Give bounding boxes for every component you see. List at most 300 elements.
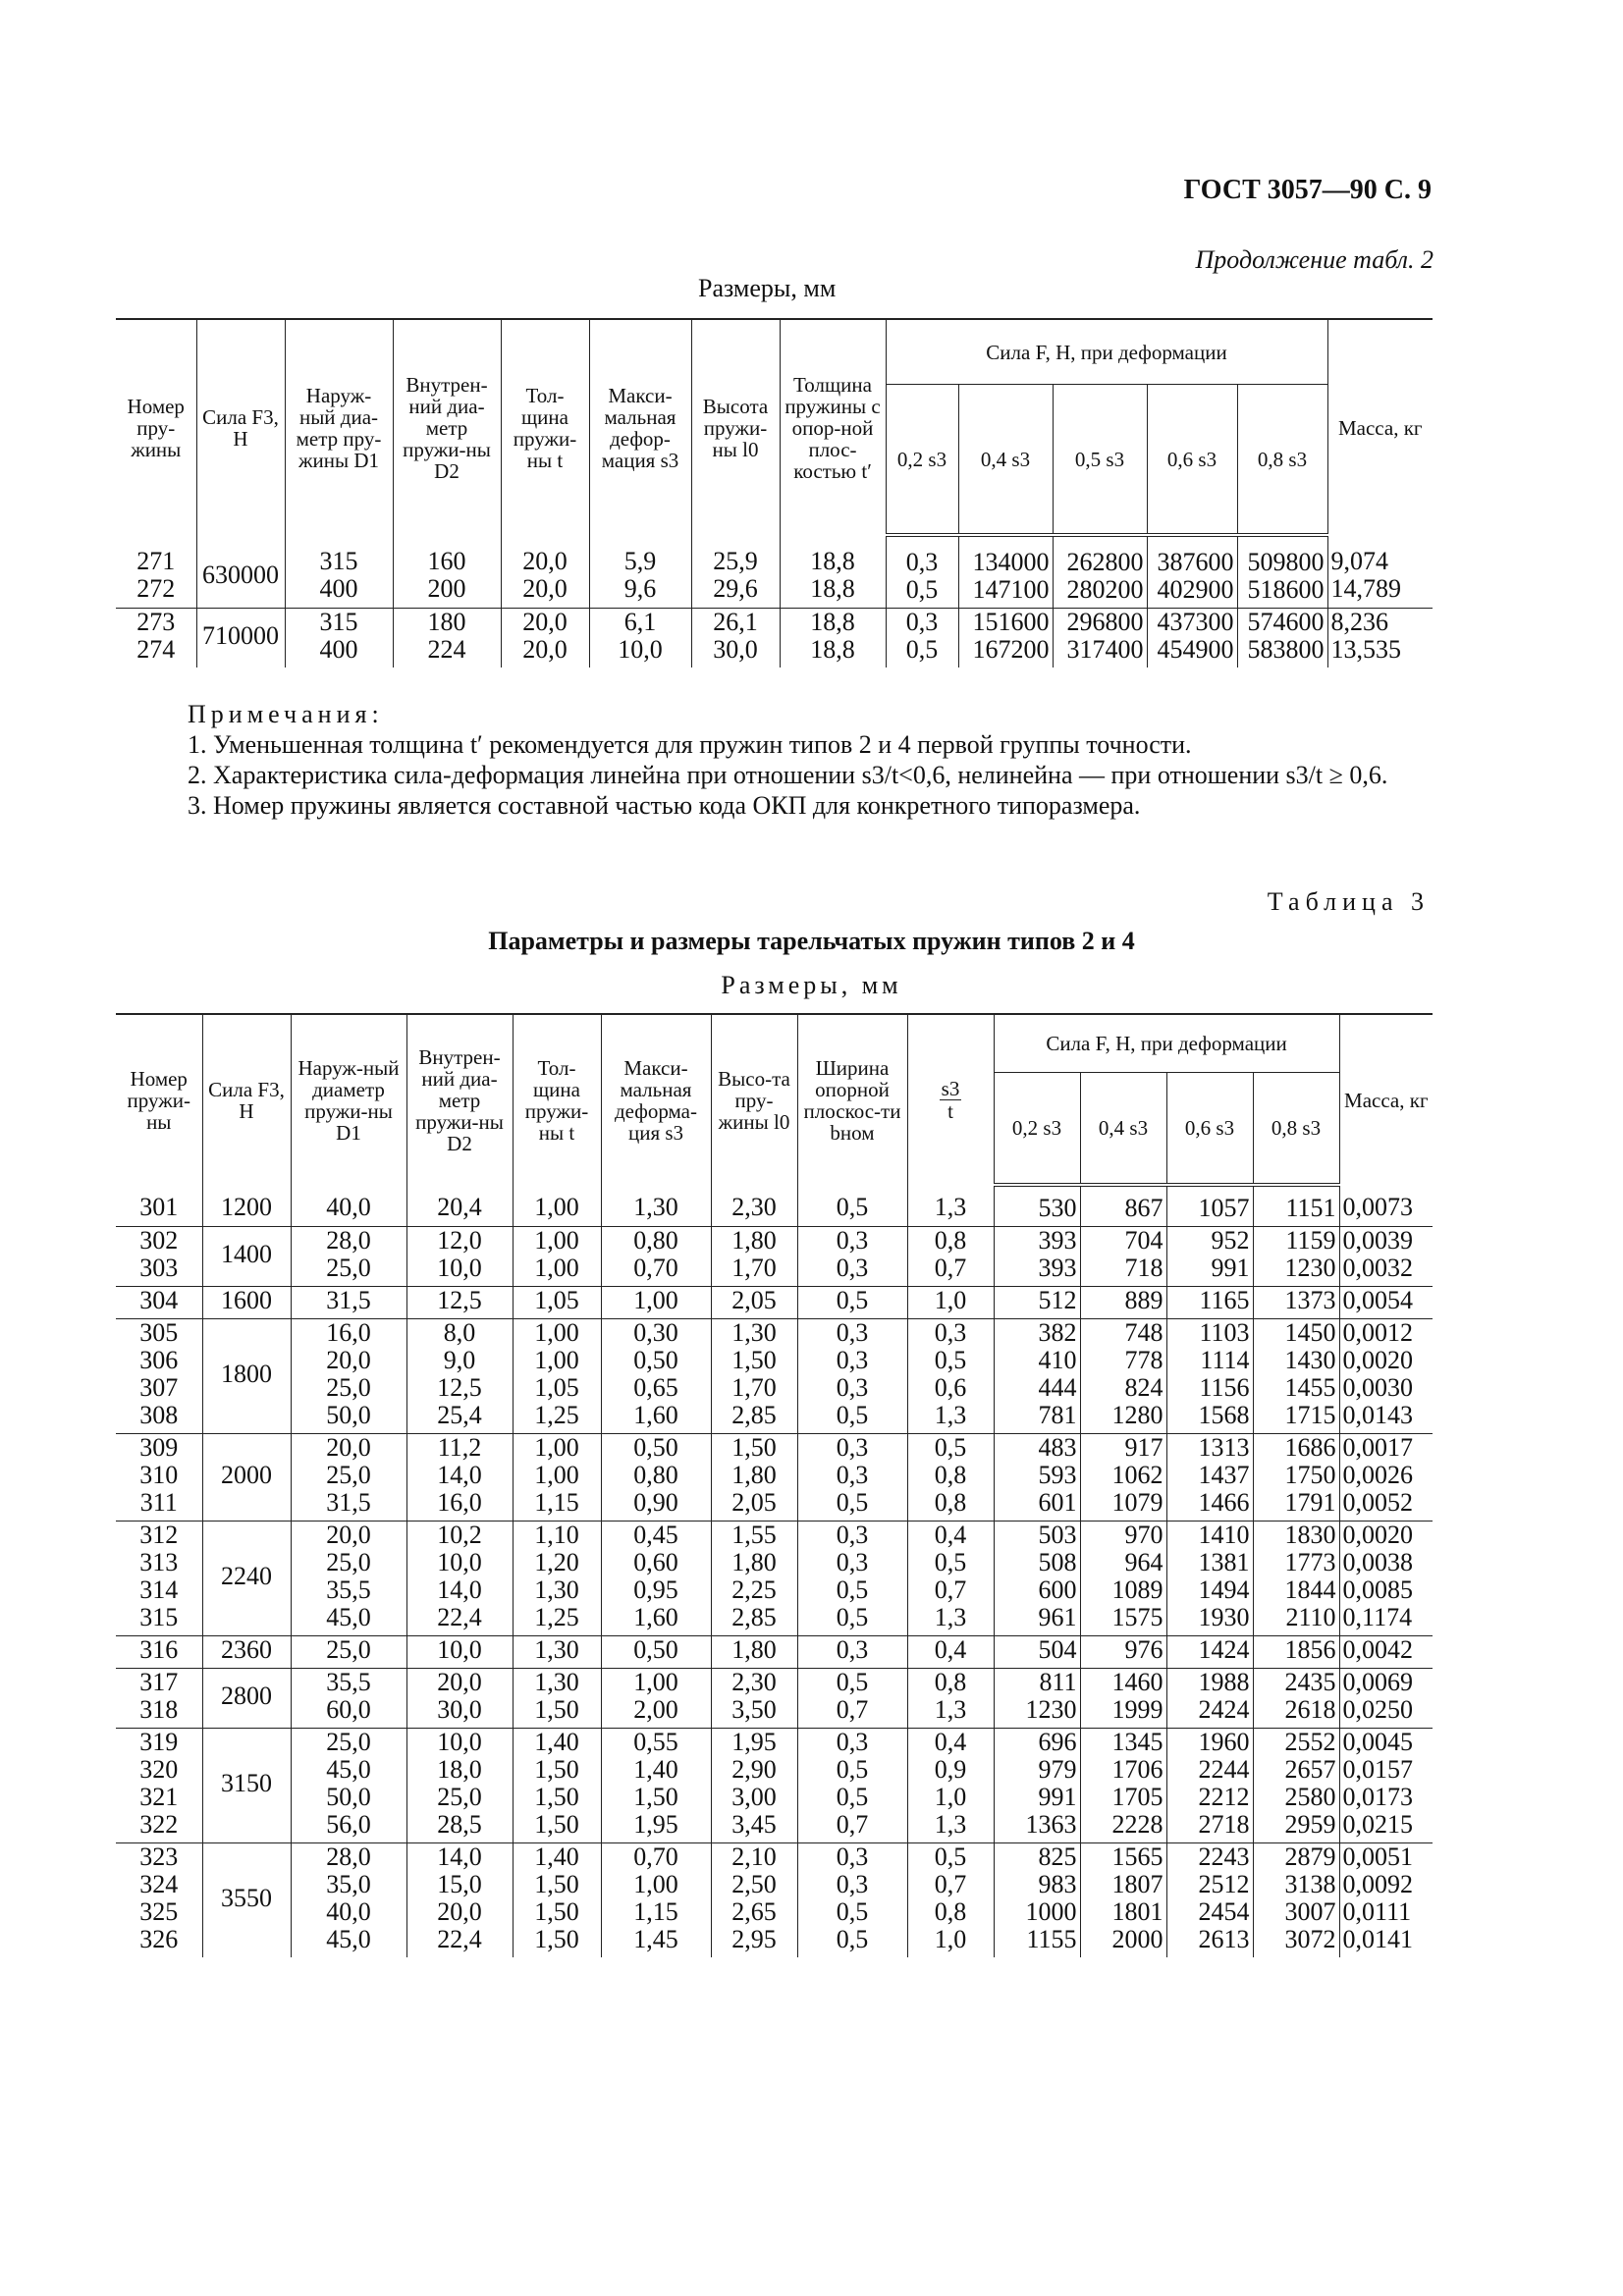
col-f06: 0,6 s3 [1147, 385, 1237, 536]
cell-value: 18,0 [437, 1755, 482, 1784]
cell-value: 0,0173 [1342, 1783, 1414, 1811]
cell-value: 0,70 [633, 1254, 678, 1282]
cell-value: 0,0042 [1342, 1635, 1414, 1664]
t3-cell [291, 1434, 406, 1522]
cell-value: 1807 [1111, 1870, 1163, 1898]
cell-value: 16,0 [437, 1488, 482, 1517]
cell-value: 1,3 [934, 1810, 967, 1839]
cell-value: 1,00 [534, 1433, 579, 1462]
ratio-numerator: s3 [941, 1077, 960, 1100]
t3-cell [116, 1185, 202, 1227]
cell-value: 2879 [1284, 1842, 1336, 1871]
cell-value: 326 [139, 1925, 179, 1953]
cell-value: 1,15 [633, 1897, 678, 1926]
t3-cell [406, 1843, 513, 1958]
cell-value: 40,0 [326, 1897, 371, 1926]
cell-value: 0,3 [836, 1635, 869, 1664]
notes-title: Примечания: [188, 700, 384, 728]
t3-cell [797, 1669, 907, 1729]
cell-value: 2618 [1284, 1695, 1336, 1724]
cell-value: 1750 [1284, 1461, 1336, 1489]
cell-value: 0,45 [633, 1521, 678, 1549]
cell-value: 1230 [1284, 1254, 1336, 1282]
table3-title: Параметры и размеры тарельчатых пружин типов 2 и 4 [488, 927, 1135, 955]
cell-value: 2243 [1198, 1842, 1250, 1871]
cell-value: 2,85 [731, 1401, 777, 1429]
cell-value: 2512 [1198, 1870, 1250, 1898]
t3-col-f08: 0,8 s3 [1253, 1073, 1339, 1186]
cell-value: 224 [427, 635, 466, 664]
cell-value: 1856 [1284, 1635, 1336, 1664]
cell-value: 0,8 [934, 1668, 967, 1696]
t3-cell [1339, 1522, 1433, 1636]
t2-cell [501, 609, 589, 668]
cell-value: 512 [1038, 1286, 1077, 1314]
cell-value: 28,5 [437, 1810, 482, 1839]
cell-value: 1,30 [534, 1635, 579, 1664]
cell-value: 400 [319, 574, 358, 603]
cell-value: 964 [1124, 1548, 1163, 1576]
t2-cell [780, 609, 886, 668]
table-row [116, 1729, 1433, 1843]
cell-value: 1,00 [633, 1870, 678, 1898]
cell-value: 25,0 [437, 1783, 482, 1811]
t2-cell [958, 535, 1053, 609]
cell-value: 301 [139, 1193, 179, 1221]
t3-force-cell: 3550 [202, 1843, 291, 1958]
cell-value: 600 [1038, 1575, 1077, 1604]
cell-value: 13,535 [1330, 635, 1401, 664]
cell-value: 1,60 [633, 1603, 678, 1631]
t3-cell [1253, 1434, 1339, 1522]
cell-value: 0,80 [633, 1461, 678, 1489]
t3-cell [1253, 1843, 1339, 1958]
cell-value: 0,4 [934, 1728, 967, 1756]
t3-cell [907, 1287, 994, 1319]
t3-cell [1166, 1843, 1253, 1958]
cell-value: 454900 [1157, 635, 1234, 664]
t3-cell [1253, 1636, 1339, 1669]
t3-cell [907, 1185, 994, 1227]
t3-cell [994, 1636, 1080, 1669]
cell-value: 2,90 [731, 1755, 777, 1784]
cell-value: 35,0 [326, 1870, 371, 1898]
cell-value: 402900 [1157, 575, 1234, 604]
t3-cell [116, 1843, 202, 1958]
t3-cell [711, 1636, 797, 1669]
t3-cell [1253, 1669, 1339, 1729]
cell-value: 1,3 [934, 1603, 967, 1631]
col-f02: 0,2 s3 [886, 385, 958, 536]
t3-cell [1253, 1729, 1339, 1843]
cell-value: 1,30 [534, 1575, 579, 1604]
t2-cell [780, 535, 886, 609]
cell-value: 325 [139, 1897, 179, 1926]
t3-cell [601, 1227, 711, 1287]
cell-value: 3072 [1284, 1925, 1336, 1953]
t3-col-d2: Внутрен-ний диа-метр пружи-ны D2 [406, 1014, 513, 1185]
cell-value: 3,00 [731, 1783, 777, 1811]
cell-value: 0,0143 [1342, 1401, 1414, 1429]
t3-force-cell: 2800 [202, 1669, 291, 1729]
cell-value: 160 [427, 547, 466, 575]
t3-cell [711, 1185, 797, 1227]
cell-value: 1062 [1111, 1461, 1163, 1489]
cell-value: 0,0085 [1342, 1575, 1414, 1604]
cell-value: 304 [139, 1286, 179, 1314]
t3-cell [1166, 1669, 1253, 1729]
t2-cell [285, 609, 393, 668]
t3-cell [1253, 1319, 1339, 1434]
t3-cell [1253, 1185, 1339, 1227]
cell-value: 0,80 [633, 1226, 678, 1255]
t3-cell [116, 1669, 202, 1729]
t3-cell [1080, 1434, 1166, 1522]
t3-cell [291, 1636, 406, 1669]
t3-cell [711, 1319, 797, 1434]
cell-value: 917 [1124, 1433, 1163, 1462]
cell-value: 1568 [1198, 1401, 1250, 1429]
t2-cell [589, 609, 691, 668]
cell-value: 1,00 [534, 1254, 579, 1282]
cell-value: 983 [1038, 1870, 1077, 1898]
cell-value: 0,7 [934, 1575, 967, 1604]
cell-value: 530 [1038, 1194, 1077, 1222]
t3-cell [601, 1636, 711, 1669]
t3-cell [116, 1636, 202, 1669]
cell-value: 0,3 [836, 1870, 869, 1898]
cell-value: 1437 [1198, 1461, 1250, 1489]
cell-value: 1999 [1111, 1695, 1163, 1724]
cell-value: 0,30 [633, 1318, 678, 1347]
cell-value: 20,0 [522, 608, 568, 636]
cell-value: 45,0 [326, 1755, 371, 1784]
t3-cell [601, 1669, 711, 1729]
cell-value: 0,3 [905, 548, 939, 576]
t3-cell [406, 1729, 513, 1843]
t3-cell [116, 1522, 202, 1636]
cell-value: 1230 [1025, 1695, 1077, 1724]
cell-value: 45,0 [326, 1603, 371, 1631]
t3-cell [1339, 1434, 1433, 1522]
cell-value: 0,0026 [1342, 1461, 1414, 1489]
cell-value: 25,0 [326, 1728, 371, 1756]
cell-value: 2244 [1198, 1755, 1250, 1784]
cell-value: 2,65 [731, 1897, 777, 1926]
table-row [116, 1434, 1433, 1522]
t2-cell [501, 535, 589, 609]
cell-value: 0,5 [836, 1575, 869, 1604]
cell-value: 314 [139, 1575, 179, 1604]
cell-value: 2959 [1284, 1810, 1336, 1839]
t3-col-force-group: Сила F, Н, при деформации [994, 1014, 1339, 1073]
cell-value: 9,074 [1330, 547, 1388, 575]
cell-value: 303 [139, 1254, 179, 1282]
cell-value: 1,50 [534, 1897, 579, 1926]
cell-value: 18,8 [810, 608, 855, 636]
cell-value: 1,50 [731, 1433, 777, 1462]
cell-value: 0,0141 [1342, 1925, 1414, 1953]
cell-value: 2,05 [731, 1286, 777, 1314]
cell-value: 824 [1124, 1373, 1163, 1402]
cell-value: 0,3 [836, 1226, 869, 1255]
cell-value: 15,0 [437, 1870, 482, 1898]
cell-value: 1,95 [731, 1728, 777, 1756]
page-header-code: ГОСТ 3057—90 С. 9 [1183, 175, 1432, 205]
cell-value: 9,0 [443, 1346, 476, 1374]
cell-value: 1155 [1026, 1925, 1077, 1953]
t3-cell [513, 1843, 601, 1958]
cell-value: 0,5 [934, 1433, 967, 1462]
cell-value: 400 [319, 635, 358, 664]
table-row [116, 1185, 1433, 1227]
cell-value: 6,1 [623, 608, 657, 636]
t3-cell [1253, 1227, 1339, 1287]
t3-cell [1339, 1227, 1433, 1287]
cell-value: 508 [1038, 1548, 1077, 1576]
cell-value: 321 [139, 1783, 179, 1811]
cell-value: 1,50 [534, 1695, 579, 1724]
cell-value: 382 [1038, 1318, 1077, 1347]
note-3: 3. Номер пружины является составной частью кода ОКП для конкретного типоразмера. [188, 791, 1141, 820]
col-mass: Масса, кг [1327, 319, 1433, 535]
cell-value: 151600 [972, 608, 1050, 636]
cell-value: 22,4 [437, 1603, 482, 1631]
t3-cell [1339, 1287, 1433, 1319]
cell-value: 2,30 [731, 1668, 777, 1696]
cell-value: 29,6 [713, 574, 758, 603]
table3-units: Размеры, мм [721, 971, 902, 999]
t3-cell [797, 1227, 907, 1287]
cell-value: 31,5 [326, 1488, 371, 1517]
cell-value: 31,5 [326, 1286, 371, 1314]
cell-value: 0,3 [934, 1318, 967, 1347]
cell-value: 1844 [1284, 1575, 1336, 1604]
cell-value: 1,30 [534, 1668, 579, 1696]
cell-value: 35,5 [326, 1575, 371, 1604]
cell-value: 0,0017 [1342, 1433, 1414, 1462]
t3-cell [601, 1522, 711, 1636]
cell-value: 0,50 [633, 1635, 678, 1664]
cell-value: 10,0 [618, 635, 663, 664]
t3-cell [406, 1669, 513, 1729]
cell-value: 0,0045 [1342, 1728, 1414, 1756]
cell-value: 5,9 [623, 547, 657, 575]
cell-value: 0,7 [934, 1254, 967, 1282]
t3-cell [994, 1319, 1080, 1434]
cell-value: 1705 [1111, 1783, 1163, 1811]
cell-value: 10,0 [437, 1254, 482, 1282]
table-row [116, 609, 1433, 668]
table3 [116, 1013, 1433, 1957]
cell-value: 1,00 [534, 1346, 579, 1374]
cell-value: 25,0 [326, 1548, 371, 1576]
cell-value: 12,0 [437, 1226, 482, 1255]
cell-value: 20,0 [326, 1433, 371, 1462]
cell-value: 1,80 [731, 1226, 777, 1255]
t3-cell [994, 1287, 1080, 1319]
cell-value: 1103 [1199, 1318, 1250, 1347]
t3-cell [601, 1185, 711, 1227]
cell-value: 315 [139, 1603, 179, 1631]
cell-value: 274 [136, 635, 176, 664]
cell-value: 14,0 [437, 1842, 482, 1871]
cell-value: 0,5 [836, 1925, 869, 1953]
cell-value: 1,50 [731, 1346, 777, 1374]
cell-value: 10,0 [437, 1635, 482, 1664]
col-number: Номер пру-жины [116, 319, 196, 535]
cell-value: 316 [139, 1635, 179, 1664]
cell-value: 0,6 [934, 1373, 967, 1402]
t3-cell [513, 1185, 601, 1227]
t3-cell [291, 1729, 406, 1843]
cell-value: 2,00 [633, 1695, 678, 1724]
cell-value: 1575 [1111, 1603, 1163, 1631]
t3-cell [601, 1434, 711, 1522]
cell-value: 317 [139, 1668, 179, 1696]
t3-force-cell: 1600 [202, 1287, 291, 1319]
cell-value: 1424 [1198, 1635, 1250, 1664]
cell-value: 25,4 [437, 1401, 482, 1429]
cell-value: 313 [139, 1548, 179, 1576]
cell-value: 14,0 [437, 1461, 482, 1489]
t3-cell [1080, 1636, 1166, 1669]
cell-value: 1079 [1111, 1488, 1163, 1517]
note-1: 1. Уменьшенная толщина t′ рекомендуется для пружин типов 2 и 4 первой группы точности. [188, 730, 1192, 759]
cell-value: 1930 [1198, 1603, 1250, 1631]
cell-value: 2,05 [731, 1488, 777, 1517]
cell-value: 1373 [1284, 1286, 1336, 1314]
table-row [116, 1669, 1433, 1729]
cell-value: 2552 [1284, 1728, 1336, 1756]
t2-cell [691, 535, 780, 609]
cell-value: 1,00 [633, 1668, 678, 1696]
cell-value: 0,0157 [1342, 1755, 1414, 1784]
cell-value: 1089 [1111, 1575, 1163, 1604]
t3-cell [1166, 1636, 1253, 1669]
cell-value: 1830 [1284, 1521, 1336, 1549]
t3-cell [797, 1636, 907, 1669]
cell-value: 952 [1211, 1226, 1250, 1255]
cell-value: 444 [1038, 1373, 1077, 1402]
t3-cell [797, 1319, 907, 1434]
cell-value: 0,5 [905, 575, 939, 604]
cell-value: 1,3 [934, 1695, 967, 1724]
t3-cell [116, 1434, 202, 1522]
t3-force-cell: 2240 [202, 1522, 291, 1636]
t3-cell [711, 1287, 797, 1319]
t3-cell [601, 1843, 711, 1958]
ratio-denominator: t [947, 1099, 953, 1123]
cell-value: 1,3 [934, 1401, 967, 1429]
cell-value: 1,40 [534, 1728, 579, 1756]
t3-cell [1166, 1227, 1253, 1287]
cell-value: 0,5 [934, 1346, 967, 1374]
cell-value: 0,3 [836, 1373, 869, 1402]
cell-value: 0,4 [934, 1521, 967, 1549]
cell-value: 50,0 [326, 1783, 371, 1811]
cell-value: 1,0 [934, 1783, 967, 1811]
t3-cell [1080, 1185, 1166, 1227]
cell-value: 1280 [1111, 1401, 1163, 1429]
t3-col-force: Сила F3, Н [202, 1014, 291, 1185]
table-row [116, 1287, 1433, 1319]
t3-cell [907, 1669, 994, 1729]
cell-value: 3,50 [731, 1695, 777, 1724]
cell-value: 0,0039 [1342, 1226, 1414, 1255]
notes [116, 699, 1433, 821]
cell-value: 12,5 [437, 1373, 482, 1402]
t3-cell [1080, 1227, 1166, 1287]
cell-value: 518600 [1247, 575, 1325, 604]
cell-value: 2228 [1111, 1810, 1163, 1839]
cell-value: 0,8 [934, 1226, 967, 1255]
cell-value: 1,50 [633, 1783, 678, 1811]
cell-value: 1,70 [731, 1254, 777, 1282]
col-d2: Внутрен-ний диа-метр пружи-ны D2 [393, 319, 501, 535]
t2-cell [1147, 609, 1237, 668]
table2 [116, 318, 1433, 667]
cell-value: 991 [1211, 1254, 1250, 1282]
t3-cell [1339, 1843, 1433, 1958]
cell-value: 0,70 [633, 1842, 678, 1871]
cell-value: 504 [1038, 1635, 1077, 1664]
table-row [116, 1522, 1433, 1636]
cell-value: 20,0 [522, 635, 568, 664]
cell-value: 2,10 [731, 1842, 777, 1871]
cell-value: 25,0 [326, 1635, 371, 1664]
t3-cell [116, 1319, 202, 1434]
cell-value: 45,0 [326, 1925, 371, 1953]
cell-value: 10,0 [437, 1728, 482, 1756]
cell-value: 1,50 [534, 1870, 579, 1898]
cell-value: 30,0 [437, 1695, 482, 1724]
cell-value: 1114 [1200, 1346, 1250, 1374]
cell-value: 0,0092 [1342, 1870, 1414, 1898]
cell-value: 0,0051 [1342, 1842, 1414, 1871]
cell-value: 306 [139, 1346, 179, 1374]
cell-value: 0,0032 [1342, 1254, 1414, 1282]
cell-value: 1494 [1198, 1575, 1250, 1604]
t3-col-d1: Наруж-ный диаметр пружи-ны D1 [291, 1014, 406, 1185]
cell-value: 1,15 [534, 1488, 579, 1517]
t2-cell [393, 609, 501, 668]
t3-cell [1166, 1729, 1253, 1843]
t3-cell [1166, 1434, 1253, 1522]
col-f04: 0,4 s3 [958, 385, 1053, 536]
t3-cell [406, 1287, 513, 1319]
cell-value: 748 [1124, 1318, 1163, 1347]
cell-value: 324 [139, 1870, 179, 1898]
t3-cell [513, 1319, 601, 1434]
t2-cell [1147, 535, 1237, 609]
cell-value: 2212 [1198, 1783, 1250, 1811]
t2-cell [691, 609, 780, 668]
cell-value: 0,8 [934, 1488, 967, 1517]
t3-cell [406, 1636, 513, 1669]
col-f08: 0,8 s3 [1237, 385, 1327, 536]
t3-cell [513, 1669, 601, 1729]
t2-cell [1237, 535, 1327, 609]
cell-value: 1,70 [731, 1373, 777, 1402]
t3-force-cell: 3150 [202, 1729, 291, 1843]
cell-value: 0,90 [633, 1488, 678, 1517]
t3-cell [711, 1669, 797, 1729]
cell-value: 0,9 [934, 1755, 967, 1784]
cell-value: 0,0111 [1342, 1897, 1412, 1926]
cell-value: 296800 [1066, 608, 1144, 636]
cell-value: 1,60 [633, 1401, 678, 1429]
